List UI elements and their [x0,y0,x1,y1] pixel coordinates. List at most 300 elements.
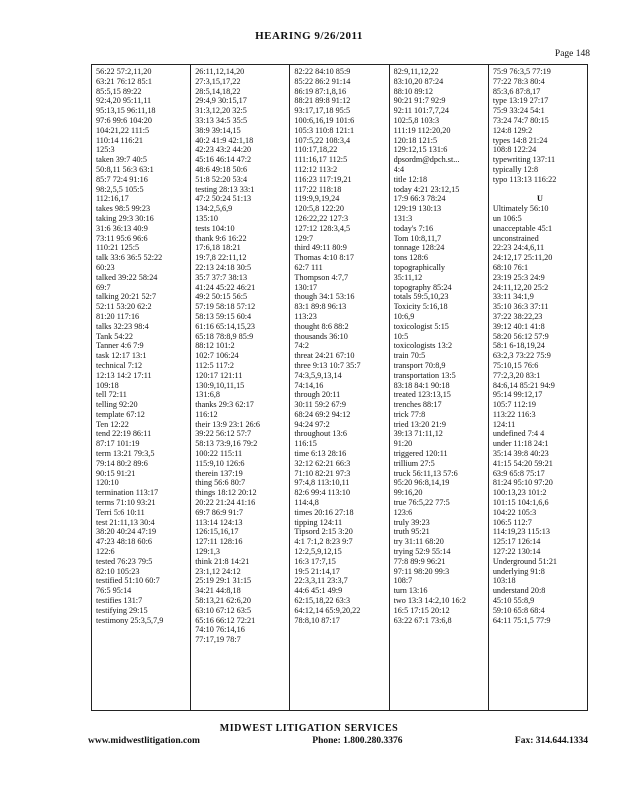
index-entry: 115:9,10 126:6 [195,458,245,468]
index-entry: type 13:19 27:17 [492,96,549,106]
index-entry: telling 92:20 [96,400,138,410]
index-entry: 129:1,3 [195,547,220,557]
index-entry: Thomas 4:10 8:17 [294,253,354,263]
index-entry: 57:19 58:18 57:12 [195,302,256,312]
index-entry: 68:24 69:2 94:12 [294,409,351,419]
index-entry: 88:12 101:2 [195,341,235,351]
index-entry: technical 7:12 [96,360,143,370]
index-entry: truck 56:11,13 57:6 [393,468,458,478]
index-entry: 42:23 43:2 44:20 [195,145,252,155]
index-entry: types 14:8 21:24 [492,135,548,145]
index-entry: undefined 7:4 4 [492,429,545,439]
index-entry: 125:3 [96,145,115,155]
index-entry: typo 113:13 116:22 [492,174,557,184]
index-entry: 23:19 25:3 24:9 [492,272,545,282]
index-entry: U [536,194,543,204]
index-entry [493,185,587,195]
index-entry: 12:13 14:2 17:11 [96,370,152,380]
index-entry: tell 72:11 [96,390,127,400]
index-entry: 77:22 78:3 80:4 [492,76,545,86]
index-entry: 90:15 91:21 [96,468,136,478]
index-entry: 45:16 46:14 47:2 [195,155,252,165]
index-entry: 109:18 [96,380,119,390]
index-entry: 34:21 44:8,18 [195,586,241,596]
index-entry: thing 56:6 80:7 [195,478,246,488]
index-entry: 58:13 59:15 60:4 [195,311,252,321]
index-entry: 116:15 [294,439,317,449]
index-entry: 69:7 [96,282,111,292]
index-entry: 16:3 17:7,15 [294,556,336,566]
index-entry: 26:11,12,14,20 [195,67,245,76]
index-entry: 75:9 76:3,5 77:19 [492,67,551,76]
index-entry: 77:8 89:9 96:21 [393,556,446,566]
index-entry: 100:13,23 101:2 [492,488,547,498]
index-entry: 101:15 104:1,6,6 [492,498,549,508]
index-entry: 116:23 117:19,21 [294,174,352,184]
index-entry: 131:3 [393,213,413,223]
index-entry: 94:24 97:2 [294,419,330,429]
index-entry: 73:24 74:7 80:15 [492,115,549,125]
index-entry: 59:10 65:8 68:4 [492,605,545,615]
index-entry: 123:6 [393,507,413,517]
index-entry: 10:5 [393,331,409,341]
index-entry: 63:2,3 73:22 75:9 [492,351,551,361]
index-entry: 130:17 [294,282,318,292]
index-entry: 38:20 40:24 47:19 [96,527,157,537]
index-entry: 16:5 17:15 20:12 [393,605,450,615]
index-entry: 107:5,22 108:3,4 [294,135,351,145]
index-entry: 87:17 101:19 [96,439,140,449]
index-entry: treated 123:13,15 [393,390,451,400]
index-entry: 33:11 34:1,9 [492,292,534,302]
index-entry: talk 33:6 36:5 52:22 [96,253,163,263]
index-entry: toxicologist 5:15 [393,321,449,331]
index-entry: 58:13 73:9,16 79:2 [195,439,258,449]
index-entry: 17:9 66:3 78:24 [393,194,446,204]
index-entry: 69:7 86:9 91:7 [195,507,243,517]
index-entry: 52:11 53:20 62:2 [96,302,152,312]
index-entry: 103:18 [492,576,516,586]
index-entry: two 13:3 14:2,10 16:2 [393,596,466,606]
index-entry: template 67:12 [96,409,145,419]
index-entry: three 9:13 10:7 35:7 [294,360,361,370]
index-entry: trillium 27:5 [393,458,435,468]
index-entry: through 20:11 [294,390,341,400]
index-entry: title 12:18 [393,174,428,184]
index-entry: 92:11 101:7,7,24 [393,106,450,116]
index-entry: 82:10 105:23 [96,566,140,576]
index-entry: Toxicity 5:16,18 [393,302,448,312]
index-entry: 45:10 55:8,9 [492,596,535,606]
index-entry: Tipsord 2:15 3:20 [294,527,353,537]
index-entry: 32:12 62:21 66:3 [294,458,351,468]
index-column-4 [390,65,489,710]
index-entry: today 4:21 23:12,15 [393,184,460,194]
index-entry: 110:21 125:5 [96,243,140,253]
index-entry: 4:1 7:1,2 8:23 9:7 [294,537,353,547]
index-entry: testified 51:10 60:7 [96,576,160,586]
index-entry: 95:13,15 96:11,18 [96,106,156,116]
index-entry: 30:11 59:2 67:9 [294,400,346,410]
index-entry: 117:22 118:18 [294,184,342,194]
index-entry: 97:4,8 113:10,11 [294,478,350,488]
index-entry: 88:10 89:12 [393,86,433,96]
index-entry: testifying 29:15 [96,605,148,615]
index-entry: Terri 5:6 10:11 [96,507,145,517]
index-entry: true 76:5,22 77:5 [393,498,450,508]
index-entry: thank 9:6 16:22 [195,233,247,243]
index-entry: 22:13 24:18 30:5 [195,262,252,272]
index-entry: train 70:5 [393,351,426,361]
index-entry: 119:9,9,19,24 [294,194,340,204]
index-entry: 35:11,12 [393,272,423,282]
footer-phone: Phone: 1.800.280.3376 [312,736,403,746]
index-entry: 23:1,12 24:12 [195,566,241,576]
index-entry: 120:5,8 122:20 [294,204,344,214]
index-entry: 4:4 [393,164,405,174]
index-column-3 [290,65,389,710]
index-entry: 135:10 [195,213,218,223]
index-entry: 83:1 89:8 96:13 [294,302,347,312]
index-entry: testimony 25:3,5,7,9 [96,615,164,625]
index-entry: 84:6,14 85:21 94:9 [492,380,555,390]
index-entry: typewriting 137:11 [492,155,556,165]
index-entry: 31:3,12,20 32:5 [195,106,247,116]
footer-company: MIDWEST LITIGATION SERVICES [219,723,399,734]
index-entry: Ultimately 56:10 [492,204,549,214]
index-column-1 [92,65,191,710]
index-entry: 41:15 54:20 59:21 [492,458,553,468]
index-entry: 129:12,15 131:6 [393,145,448,155]
index-entry: transportation 13:5 [393,370,456,380]
index-entry: 130:9,10,11,15 [195,380,245,390]
index-entry: 60:23 [96,262,115,272]
index-entry: 112:16,17 [96,194,129,204]
index-entry: 95:20 96:8,14,19 [393,478,450,488]
index-entry: 108:7 [393,576,413,586]
index-entry: testifies 131:7 [96,596,143,606]
index-entry: 76:5 95:14 [96,586,132,596]
index-entry: 106:5 112:7 [492,517,532,527]
index-entry: 65:18 78:8,9 85:9 [195,331,254,341]
index-entry: 100:6,16,19 101:6 [294,115,355,125]
index-entry: 104:21,22 111:5 [96,125,150,135]
index-entry: though 34:1 53:16 [294,292,355,302]
index-entry: 81:24 95:10 97:20 [492,478,553,488]
index-entry: 10:6,9 [393,311,415,321]
index-entry: 68:10 76:1 [492,262,529,272]
index-entry: 61:16 65:14,15,23 [195,321,256,331]
index-entry: 48:6 49:18 50:6 [195,164,248,174]
index-entry: tend 22:19 86:11 [96,429,152,439]
index-entry: today's 7:16 [393,223,434,233]
index-entry: 49:2 50:15 56:5 [195,292,248,302]
index-entry: 112:12 113:2 [294,164,338,174]
index-entry: Thompson 4:7,7 [294,272,349,282]
index-column-5 [489,65,587,710]
index-entry: termination 113:17 [96,488,159,498]
index-entry: 116:12 [195,409,218,419]
index-entry: 24:11,12,20 25:2 [492,282,549,292]
index-entry: Tank 54:22 [96,331,133,341]
index-entry: 71:10 82:21 97:3 [294,468,351,478]
index-entry: 110:14 116:21 [96,135,143,145]
index-entry: 111:16,17 112:5 [294,155,348,165]
index-entry: 63:10 67:12 63:5 [195,605,252,615]
index-entry: threat 24:21 67:10 [294,351,355,361]
index-entry: 85:5,15 89:22 [96,86,142,96]
index-entry: 28:5,14,18,22 [195,86,241,96]
index-entry: 62:7 111 [294,262,323,272]
index-entry: 38:9 39:14,15 [195,125,241,135]
index-entry: turn 13:16 [393,586,428,596]
footer-contact [88,736,588,746]
index-entry: dpsordm@dpch.st... [393,155,460,165]
index-entry: Tanner 4:6 7:9 [96,341,144,351]
index-entry: topography 85:24 [393,282,452,292]
index-entry: 125:17 126:14 [492,537,541,547]
index-entry: 104:22 105:3 [492,507,537,517]
index-entry: 35:14 39:8 40:23 [492,449,549,459]
index-entry: 124:8 129:2 [492,125,533,135]
word-index-table [91,64,588,711]
index-entry: trick 77:8 [393,409,426,419]
index-entry: 120:10 [96,478,119,488]
index-entry: 81:20 117:16 [96,311,140,321]
index-entry: 120:17 121:11 [195,370,243,380]
index-entry: 77:2,3,20 83:1 [492,370,541,380]
index-entry: 127:12 128:3,4,5 [294,223,351,233]
index-entry: 37:22 38:22,23 [492,311,543,321]
index-column-2 [191,65,290,710]
index-entry: 74:14,16 [294,380,324,390]
index-entry: 64:11 75:1,5 77:9 [492,615,551,625]
index-entry: 47:2 50:24 51:13 [195,194,252,204]
index-entry: 124:11 [492,419,516,429]
index-entry: 111:19 112:20,20 [393,125,451,135]
index-entry: 75:10,15 76:6 [492,360,539,370]
index-entry: 41:24 45:22 46:21 [195,282,256,292]
index-entry: 126:22,22 127:3 [294,213,349,223]
index-entry: 120:18 121:5 [393,135,438,145]
index-entry: tons 128:6 [393,253,428,263]
index-entry: 95:14 99:12,17 [492,390,543,400]
index-entry: 114:19,23 115:13 [492,527,550,537]
index-entry: 102:7 106:24 [195,351,239,361]
index-entry: taking 29:3 30:16 [96,213,154,223]
index-entry: tests 104:10 [195,223,235,233]
index-entry: testing 28:13 33:1 [195,184,255,194]
index-entry: third 49:11 80:9 [294,243,347,253]
index-entry: understand 20:8 [492,586,546,596]
index-entry: 134:2,5,6,9 [195,204,233,214]
index-entry: tipping 124:11 [294,517,343,527]
index-entry: 19:7,8 22:11,12 [195,253,247,263]
index-entry: 88:21 89:8 91:12 [294,96,351,106]
document-title: HEARING 9/26/2011 [255,30,363,42]
index-entry: 113:23 [294,311,317,321]
index-entry: 83:10,20 87:24 [393,76,444,86]
index-entry: totals 59:5,10,23 [393,292,449,302]
index-entry: thought 8:6 88:2 [294,321,349,331]
index-entry: taken 39:7 40:5 [96,155,147,165]
index-entry: throughout 13:6 [294,429,347,439]
index-entry: 24:12,17 25:11,20 [492,253,553,263]
index-entry: therein 137:19 [195,468,243,478]
index-entry: 100:22 115:11 [195,449,243,459]
index-entry: 27:3,15,17,22 [195,76,241,86]
index-entry: talks 32:23 98:4 [96,321,149,331]
index-entry: 58:20 56:12 57:9 [492,331,549,341]
index-entry: 39:12 40:1 41:8 [492,321,545,331]
index-entry: terms 71:10 93:21 [96,498,156,508]
index-entry: 31:6 36:13 40:9 [96,223,148,233]
index-entry: 39:13 71:11,12 [393,429,443,439]
index-entry: 77:17,19 78:7 [195,635,241,645]
index-entry: talked 39:22 58:24 [96,272,158,282]
index-entry: 64:12,14 65:9,20,22 [294,605,361,615]
index-entry: 122:6 [96,547,115,557]
index-entry: 99:16,20 [393,488,423,498]
index-entry: 97:11 98:20 99:3 [393,566,450,576]
index-entry: trenches 88:17 [393,400,442,410]
index-entry: 35:7 37:7 38:13 [195,272,248,282]
index-entry: 58:1 6-18,19,24 [492,341,545,351]
index-entry: topographically [393,262,445,272]
index-entry: Underground 51:21 [492,556,558,566]
index-entry: under 11:18 24:1 [492,439,549,449]
index-entry: 22:3,3,11 23:3,7 [294,576,348,586]
page-number: Page 148 [554,49,590,59]
index-entry: 98:2,5,5 105:5 [96,184,144,194]
index-entry: 56:22 57:2,11,20 [96,67,152,76]
index-entry: talking 20:21 52:7 [96,292,157,302]
index-entry: transport 70:8,9 [393,360,446,370]
index-entry: underlying 91:8 [492,566,545,576]
index-entry: 12:2,5,9,12,15 [294,547,342,557]
index-entry: 113:22 116:3 [492,409,536,419]
index-entry: 85:3,6 87:8,17 [492,86,541,96]
index-entry: 129:19 130:13 [393,204,442,214]
index-entry: 82:22 84:10 85:9 [294,67,351,76]
index-entry: times 20:16 27:18 [294,507,354,517]
index-entry: 73:11 95:6 96:6 [96,233,148,243]
index-entry: term 13:21 79:3,5 [96,449,155,459]
index-entry: try 31:11 68:20 [393,537,444,547]
index-entry: typically 12:8 [492,164,539,174]
index-entry: 75:9 33:24 54:1 [492,106,545,116]
index-entry: thanks 29:3 62:17 [195,400,254,410]
index-entry: 40:2 41:9 42:1,18 [195,135,254,145]
index-entry: 131:6,8 [195,390,220,400]
index-entry: 85:22 86:2 91:14 [294,76,351,86]
index-entry: think 21:8 14:21 [195,556,250,566]
index-entry: 78:8,10 87:17 [294,615,340,625]
index-entry: 129:7 [294,233,314,243]
index-entry: 110:17,18,22 [294,145,338,155]
index-entry: Tom 10:8,11,7 [393,233,442,243]
index-entry: 19:5 21:14,17 [294,566,340,576]
index-entry: 51:8 52:20 53:4 [195,174,248,184]
index-entry: 93:17,17,18 95:5 [294,106,351,116]
index-entry: 44:6 45:1 49:9 [294,586,343,596]
index-entry: 63:9 65:8 75:17 [492,468,545,478]
index-entry: 74:10 76:14,16 [195,625,245,635]
index-entry: 126:15,16,17 [195,527,239,537]
index-entry: task 12:17 13:1 [96,351,147,361]
index-entry: 102:5,8 103:3 [393,115,440,125]
index-entry: tested 76:23 79:5 [96,556,153,566]
index-entry: 74:3,5,9,13,14 [294,370,342,380]
index-entry: trying 52:9 55:14 [393,547,451,557]
index-entry: 63:21 76:12 85:1 [96,76,152,86]
index-entry: 85:7 72:4 91:16 [96,174,148,184]
index-entry: 127:22 130:14 [492,547,541,557]
index-entry: 114:4,8 [294,498,319,508]
index-entry: 50:8,11 56:3 63:1 [96,164,154,174]
index-entry: 74:2 [294,341,309,351]
index-entry: 105:3 110:8 121:1 [294,125,355,135]
index-entry: 17:6,18 18:21 [195,243,241,253]
footer-fax: Fax: 314.644.1334 [514,736,588,746]
index-entry: 86:19 87:1,8,16 [294,86,347,96]
index-entry: 82:9,11,12,22 [393,67,439,76]
index-entry: 20:22 21:24 41:16 [195,498,256,508]
index-entry: 112:5 117:2 [195,360,234,370]
index-entry: toxicologists 13:2 [393,341,453,351]
index-entry: 92:4,20 95:11,11 [96,96,152,106]
index-entry: 113:14 124:13 [195,517,243,527]
index-entry: unacceptable 45:1 [492,223,553,233]
index-entry: 90:21 91:7 92:9 [393,96,446,106]
index-entry: truth 95:21 [393,527,430,537]
index-entry: 82:6 99:4 113:10 [294,488,351,498]
index-entry: 91:20 [393,439,413,449]
index-entry: triggered 120:11 [393,449,448,459]
index-entry: things 18:12 20:12 [195,488,257,498]
index-entry: 33:13 34:5 35:5 [195,115,248,125]
index-entry: 79:14 80:2 89:6 [96,458,148,468]
index-entry: un 106:5 [492,213,522,223]
index-entry: Ten 12:22 [96,419,129,429]
index-entry: 39:22 56:12 57:7 [195,429,252,439]
index-entry: 65:16 66:12 72:21 [195,615,256,625]
index-entry: 108:8 122:24 [492,145,537,155]
index-entry: truly 39:23 [393,517,430,527]
index-entry: 58:13,21 62:6,20 [195,596,251,606]
index-entry: 29:4,9 30:15,17 [195,96,247,106]
index-entry: 127:11 128:16 [195,537,243,547]
index-entry: tried 13:20 21:9 [393,419,446,429]
index-entry: 63:22 67:1 73:6,8 [393,615,452,625]
index-entry: 105:7 112:19 [492,400,536,410]
index-entry: 62:15,18,22 63:3 [294,596,351,606]
index-entry: 97:6 99:6 104:20 [96,115,152,125]
index-entry: 22:23 24:4,6,11 [492,243,545,253]
index-entry: thousands 36:10 [294,331,348,341]
index-entry: takes 98:5 99:23 [96,204,151,214]
index-entry: time 6:13 28:16 [294,449,347,459]
index-entry: 83:18 84:1 90:18 [393,380,450,390]
footer-website: www.midwestlitigation.com [88,736,200,746]
index-entry: test 21:11,13 30:4 [96,517,155,527]
index-entry: tonnage 128:24 [393,243,445,253]
index-entry: 25:19 29:1 31:15 [195,576,252,586]
index-entry: unconstrained [492,233,539,243]
index-entry: 35:10 36:3 37:11 [492,302,549,312]
index-entry: their 13:9 23:1 26:6 [195,419,261,429]
index-entry: 47:23 48:18 60:6 [96,537,152,547]
